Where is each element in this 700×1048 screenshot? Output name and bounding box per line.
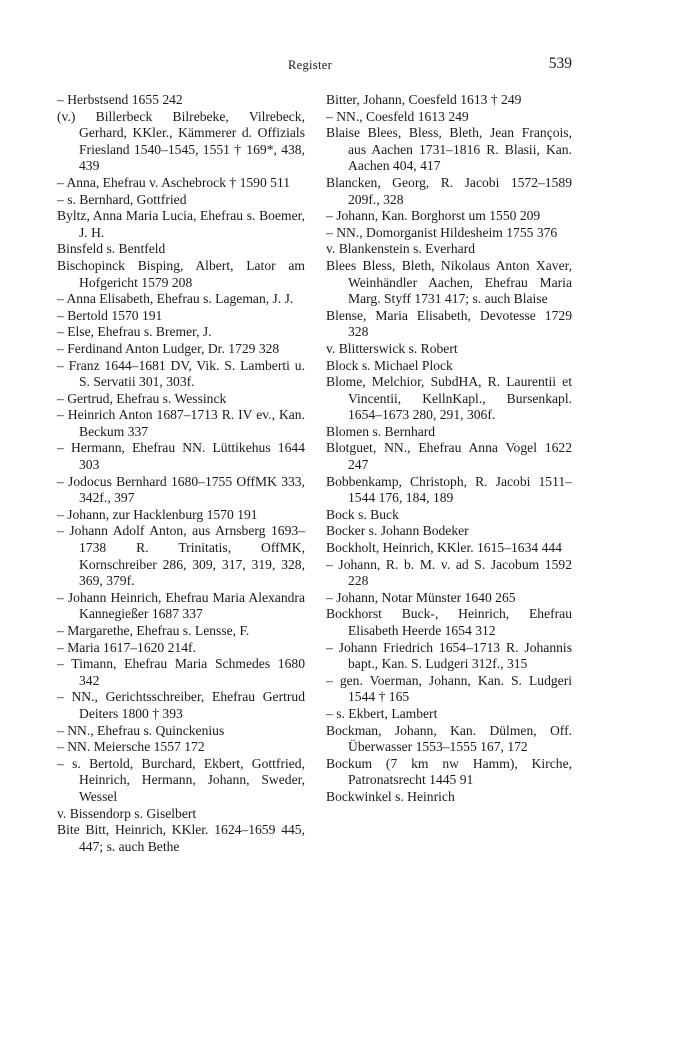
index-entry: Blotguet, NN., Ehefrau Anna Vogel 1622 247 (326, 440, 572, 473)
index-entry: – Johann Heinrich, Ehefrau Maria Alexandra Kannegießer 1687 337 (57, 589, 305, 622)
index-entry: Blense, Maria Elisabeth, Devotesse 1729 328 (326, 307, 572, 340)
index-entry: – NN. Meiersche 1557 172 (57, 739, 205, 755)
index-entry: – Ferdinand Anton Ludger, Dr. 1729 328 (57, 340, 280, 356)
index-entry: Bischopinck Bisping, Albert, Lator am Hofgericht 1579 208 (57, 257, 305, 290)
index-entry: – Else, Ehefrau s. Bremer, J. (57, 324, 212, 340)
index-entry: – Johann Friedrich 1654–1713 R. Johannis bapt., Kan. S. Ludgeri 312f., 315 (326, 639, 572, 672)
index-entry: – Margarethe, Ehefrau s. Lensse, F. (57, 623, 250, 638)
index-entry: Bobbenkamp, Christoph, R. Jacobi 1511–1544 176, 184, 189 (326, 473, 572, 506)
index-entry: – NN., Domorganist Hildesheim 1755 376 (326, 224, 558, 240)
index-entry: v. Bissendorp s. Giselbert (57, 805, 197, 821)
index-entry: Blomen s. Bernhard (326, 423, 436, 439)
page-number: 539 (548, 55, 572, 72)
index-entry: (v.) Billerbeck Bilrebeke, Vilrebeck, Gerhard, KKler., Kämmerer d. Offizials Friesland 1540–1545, 1551 † 169*, 438, 439 (57, 108, 305, 174)
index-entry: – Johann, zur Hacklenburg 1570 191 (57, 506, 258, 522)
index-entry: Bocker s. Johann Bodeker (326, 523, 469, 539)
index-entry: Bockwinkel s. Heinrich (326, 788, 455, 804)
index-entry: – NN., Gerichtsschreiber, Ehefrau Gertrud Deiters 1800 † 393 (57, 689, 305, 721)
index-entry: Blees Bless, Bleth, Nikolaus Anton Xaver, Weinhändler Aachen, Ehefrau Maria Marg. Styff 1731 417; s. auch Blaise (326, 257, 572, 307)
index-entry: – Johann, R. b. M. v. ad S. Jacobum 1592 228 (326, 556, 572, 589)
index-entry: – Hermann, Ehefrau NN. Lüttikehus 1644 303 (57, 440, 305, 473)
index-entry: Block s. Michael Plock (326, 357, 453, 373)
index-entry: – s. Bernhard, Gottfried (57, 191, 187, 207)
index-entry: Blaise Blees, Bless, Bleth, Jean François, aus Aachen 1731–1816 R. Blasii, Kan. Aachen 404, 417 (326, 125, 572, 174)
index-entry: Bite Bitt, Heinrich, KKler. 1624–1659 445, 447; s. auch Bethe (57, 822, 305, 854)
index-entry: Bockum (7 km nw Hamm), Kirche, Patronatsrecht 1445 91 (326, 755, 572, 788)
index-entry: – Johann, Notar Münster 1640 265 (326, 589, 516, 605)
index-entry: – Anna Elisabeth, Ehefrau s. Lageman, J. J. (57, 291, 294, 307)
index-entry: – Maria 1617–1620 214f. (57, 639, 196, 655)
index-entry: – NN., Ehefrau s. Quinckenius (57, 722, 225, 738)
index-entry: v. Blankenstein s. Everhard (326, 241, 475, 257)
index-entry: Blome, Melchior, SubdHA, R. Laurentii et Vincentii, KellnKapl., Bursenkapl. 1654–1673 280, 291, 306f. (326, 374, 572, 423)
index-column-left (57, 92, 305, 855)
index-entry: Blancken, Georg, R. Jacobi 1572–1589 209f., 328 (326, 174, 572, 207)
index-entry: – Bertold 1570 191 (57, 307, 163, 323)
index-entry: Bockhorst Buck-, Heinrich, Ehefrau Elisabeth Heerde 1654 312 (326, 606, 572, 638)
index-column-right (326, 92, 572, 806)
index-entry: – NN., Coesfeld 1613 249 (326, 108, 469, 124)
index-entry: – Johann Adolf Anton, aus Arnsberg 1693–1738 R. Trinitatis, OffMK, Kornschreiber 286, 309, 317, 319, 328, 369, 379f. (57, 523, 305, 589)
page-header (0, 55, 700, 78)
index-entry: – s. Ekbert, Lambert (326, 705, 438, 721)
index-entry: – Timann, Ehefrau Maria Schmedes 1680 342 (57, 656, 305, 688)
index-entry: – Gertrud, Ehefrau s. Wessinck (57, 390, 227, 406)
index-entry: – gen. Voerman, Johann, Kan. S. Ludgeri 1544 † 165 (326, 672, 572, 705)
index-entry: – Johann, Kan. Borghorst um 1550 209 (326, 208, 541, 224)
index-entry: Bockman, Johann, Kan. Dülmen, Off. Überwasser 1553–1555 167, 172 (326, 722, 572, 755)
index-entry: – Anna, Ehefrau v. Aschebrock † 1590 511 (57, 174, 291, 190)
index-entry: v. Blitterswick s. Robert (326, 340, 458, 356)
index-entry: – Jodocus Bernhard 1680–1755 OffMK 333, 342f., 397 (57, 473, 305, 506)
index-entry: Bockholt, Heinrich, KKler. 1615–1634 444 (326, 540, 562, 556)
index-entry: – Heinrich Anton 1687–1713 R. IV ev., Kan. Beckum 337 (57, 407, 305, 439)
index-entry: Binsfeld s. Bentfeld (57, 241, 166, 257)
index-entry: – Herbstsend 1655 242 (57, 92, 183, 107)
index-entry: – s. Bertold, Burchard, Ekbert, Gottfried, Heinrich, Hermann, Johann, Sweder, Wessel (57, 755, 305, 804)
index-entry: – Franz 1644–1681 DV, Vik. S. Lamberti u. S. Servatii 301, 303f. (57, 357, 305, 390)
index-entry: Byltz, Anna Maria Lucia, Ehefrau s. Boemer, J. H. (57, 208, 305, 240)
index-entry: Bitter, Johann, Coesfeld 1613 † 249 (326, 92, 522, 107)
index-entry: Bock s. Buck (326, 506, 399, 522)
running-head: Register (287, 58, 333, 72)
